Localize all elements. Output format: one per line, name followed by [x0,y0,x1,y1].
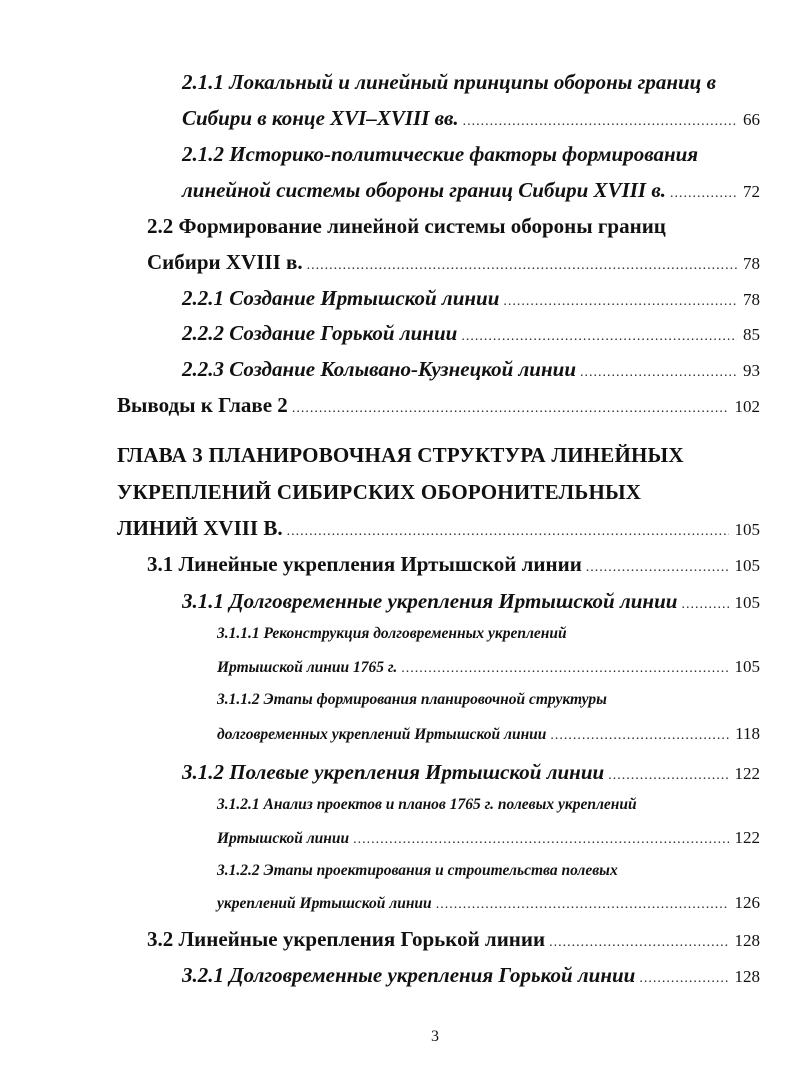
page-ref: 128 [734,931,760,950]
toc-3-2-title: 3.2 Линейные укрепления Горькой линии [147,927,546,951]
toc-2-2-3-title: 2.2.3 Создание Колывано-Кузнецкой линии [182,357,577,381]
toc-2-1-2-line1: 2.1.2 Историко-политические факторы формирования [182,142,699,166]
dot-leader [545,935,728,951]
toc-2-1-1-line1: 2.1.1 Локальный и линейный принципы обороны границ в [182,70,716,94]
toc-entry-2-2-1[interactable] [182,286,760,310]
page-ref: 122 [734,764,760,783]
toc-2-2-line1: 2.2 Формирование линейной системы обороны границ [147,214,666,238]
toc-entry-2-2-2[interactable] [182,321,760,345]
toc-entry-2-2[interactable] [147,250,760,274]
toc-entry-3-1-2[interactable] [182,760,760,784]
page-ref: 72 [743,182,760,201]
toc-entry-2-2-3[interactable] [182,357,760,381]
dot-leader [582,560,729,576]
dot-leader [349,832,728,848]
toc-entry-chapter-3[interactable] [117,516,760,540]
toc-2-1-2-line2: линейной системы обороны границ Сибири XVIII в. [182,178,666,202]
toc-entry-3-1-1-2[interactable] [217,724,760,744]
dot-leader [432,897,729,913]
toc-entry-2-1-2[interactable] [182,178,760,202]
page-ref: 118 [735,724,760,743]
toc-entry-3-1[interactable] [147,552,760,576]
toc-entry-3-1-1-1[interactable] [217,657,760,677]
dot-leader [288,401,729,417]
page-ref: 126 [734,893,760,912]
dot-leader [283,524,729,540]
toc-3-1-1-1-line2: Иртышской линии 1765 г. [217,659,398,676]
page-ref: 78 [743,290,760,309]
page-ref: 122 [734,828,760,847]
page-ref: 105 [734,657,760,676]
dot-leader [397,661,728,677]
page-ref: 78 [743,254,760,273]
page-ref: 102 [734,397,760,416]
toc-3-1-2-1-line1: 3.1.2.1 Анализ проектов и планов 1765 г. полевых укреплений [217,796,637,813]
toc-3-1-2-2-line2: укреплений Иртышской линии [217,895,432,912]
dot-leader [459,114,737,130]
toc-entry-3-1-1[interactable] [182,589,760,613]
dot-leader [666,186,737,202]
page-ref: 93 [743,361,760,380]
dot-leader [546,728,729,744]
page-ref: 105 [734,593,760,612]
dot-leader [677,597,728,613]
toc-entry-conclusions-2[interactable] [117,393,760,417]
toc-entry-3-2[interactable] [147,927,760,951]
dot-leader [635,971,728,987]
chapter-3-title-line3: ЛИНИЙ XVIII В. [117,516,283,540]
page-ref: 105 [734,556,760,575]
toc-3-1-2-title: 3.1.2 Полевые укрепления Иртышской линии [182,760,605,784]
toc-3-1-2-2-line1: 3.1.2.2 Этапы проектирования и строительства полевых [217,862,618,879]
toc-3-1-1-1-line1: 3.1.1.1 Реконструкция долговременных укреплений [217,625,567,642]
toc-conclusions-2-title: Выводы к Главе 2 [117,393,288,417]
dot-leader [576,365,737,381]
toc-entry-3-1-2-1[interactable] [217,828,760,848]
toc-entry-2-1-1[interactable] [182,106,760,130]
toc-3-1-1-title: 3.1.1 Долговременные укрепления Иртышской линии [182,589,678,613]
toc-2-2-2-title: 2.2.2 Создание Горькой линии [182,321,458,345]
toc-3-1-title: 3.1 Линейные укрепления Иртышской линии [147,552,582,576]
page-ref: 128 [734,967,760,986]
toc-3-1-1-2-line2: долговременных укреплений Иртышской линии [217,726,547,743]
toc-2-1-1-line2: Сибири в конце XVI–XVIII вв. [182,106,459,130]
page-number: 3 [431,1028,439,1045]
toc-2-2-line2: Сибири XVIII в. [147,250,303,274]
toc-2-2-1-title: 2.2.1 Создание Иртышской линии [182,286,500,310]
toc-3-1-1-2-line1: 3.1.1.2 Этапы формирования планировочной структуры [217,691,607,708]
chapter-3-title-line2: УКРЕПЛЕНИЙ СИБИРСКИХ ОБОРОНИТЕЛЬНЫХ [117,480,642,504]
toc-3-2-1-title: 3.2.1 Долговременные укрепления Горькой линии [182,963,636,987]
toc-entry-3-2-1[interactable] [182,963,760,987]
dot-leader [303,258,737,274]
toc-entry-3-1-2-2[interactable] [217,893,760,913]
page-ref: 66 [743,110,760,129]
dot-leader [457,329,737,345]
page-ref: 105 [734,520,760,539]
dot-leader [604,768,728,784]
toc-3-1-2-1-line2: Иртышской линии [217,830,350,847]
dot-leader [499,294,737,310]
page-ref: 85 [743,325,760,344]
chapter-3-title-line1: ГЛАВА 3 ПЛАНИРОВОЧНАЯ СТРУКТУРА ЛИНЕЙНЫХ [117,443,684,467]
